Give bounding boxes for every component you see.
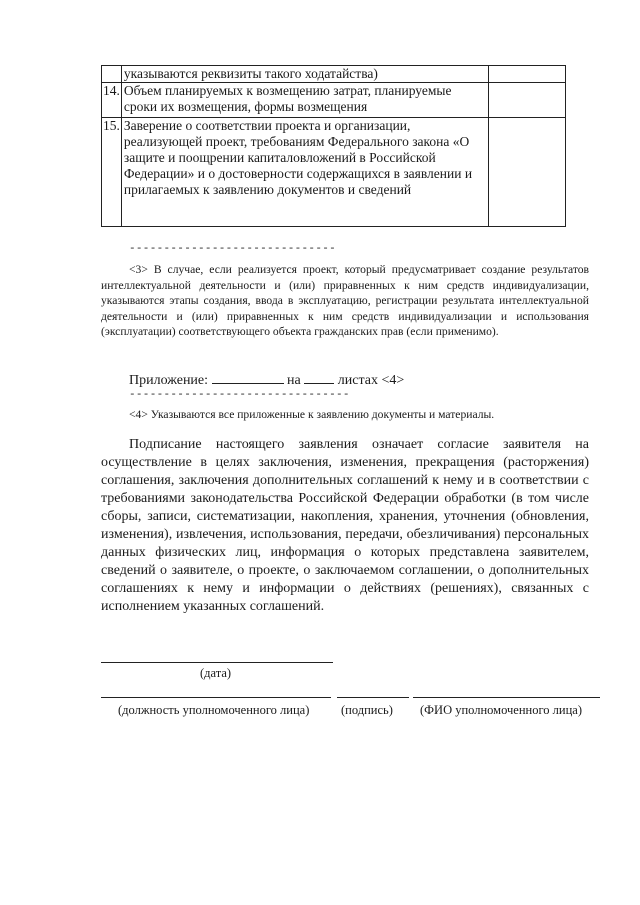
table-row	[102, 66, 566, 83]
footnote-separator: --------------------------------	[129, 389, 350, 401]
attachment-line	[129, 371, 404, 389]
row-value-cell	[488, 66, 565, 83]
row-text-cell: Объем планируемых к возмещению затрат, планируемые сроки их возмещения, формы возмещения	[121, 83, 488, 118]
attachment-sheets-label: листах <4>	[337, 373, 405, 388]
fio-signature-line	[413, 697, 600, 698]
sign-caption: (подпись)	[341, 703, 393, 717]
fio-caption: (ФИО уполномоченного лица)	[420, 703, 582, 717]
row-value-cell	[488, 83, 565, 118]
footnote-separator: ------------------------------	[129, 243, 337, 255]
sign-signature-line	[337, 697, 409, 698]
row-number-cell: 14.	[102, 83, 122, 118]
application-table	[101, 65, 566, 227]
attachment-on-label: на	[287, 373, 301, 388]
consent-paragraph: Подписание настоящего заявления означает согласие заявителя на осуществление в целях заключения, изменения, прекращения (расторжения) соглашения, заключения дополнительных соглашений к нему и в соответствии с требованиями законодательства Российской Федерации обработки (в том числе сборы, записи, систематизации, накопления, хранения, уточнения (обновления, изменения), извлечения, использования, передачи, обезличивания) персональных данных физических лиц, информация о которых представлена заявителем, сведений о заявителе, о проекте, о заключаемом соглашении, о дополнительных соглашениях к нему и информации о действиях (решениях), связанных с исполнением указанных соглашений.	[101, 437, 589, 614]
position-signature-line	[101, 697, 331, 698]
row-text-cell: указываются реквизиты такого ходатайства)	[121, 66, 488, 83]
row-number-cell	[102, 66, 122, 83]
attachment-title-field	[212, 371, 284, 384]
footnote-4: <4> Указываются все приложенные к заявлению документы и материалы.	[129, 408, 495, 421]
table-row	[102, 83, 566, 118]
position-caption: (должность уполномоченного лица)	[118, 703, 310, 717]
table-row	[102, 118, 566, 227]
row-text-cell: Заверение о соответствии проекта и организации, реализующей проект, требованиям Федерального закона «О защите и поощрении капиталовложений в Российской Федерации» и о достоверности содержащихся в заявлении и прилагаемых к заявлению документов и сведений	[121, 118, 488, 227]
row-number-cell: 15.	[102, 118, 122, 227]
row-value-cell	[488, 118, 565, 227]
attachment-sheets-field	[304, 371, 334, 384]
date-signature-line	[101, 662, 333, 663]
attachment-label: Приложение:	[129, 373, 209, 388]
footnote-3: <3> В случае, если реализуется проект, который предусматривает создание результатов интеллектуальной деятельности и (или) приравненных к ним средств индивидуализации, указываются этапы создания, ввода в эксплуатацию, регистрации результата интеллектуальной деятельности и (или) приравненных к ним средств индивидуализации и использования (эксплуатации) соответствующего объекта гражданских прав (если применимо).	[101, 263, 589, 338]
date-caption: (дата)	[200, 666, 232, 680]
